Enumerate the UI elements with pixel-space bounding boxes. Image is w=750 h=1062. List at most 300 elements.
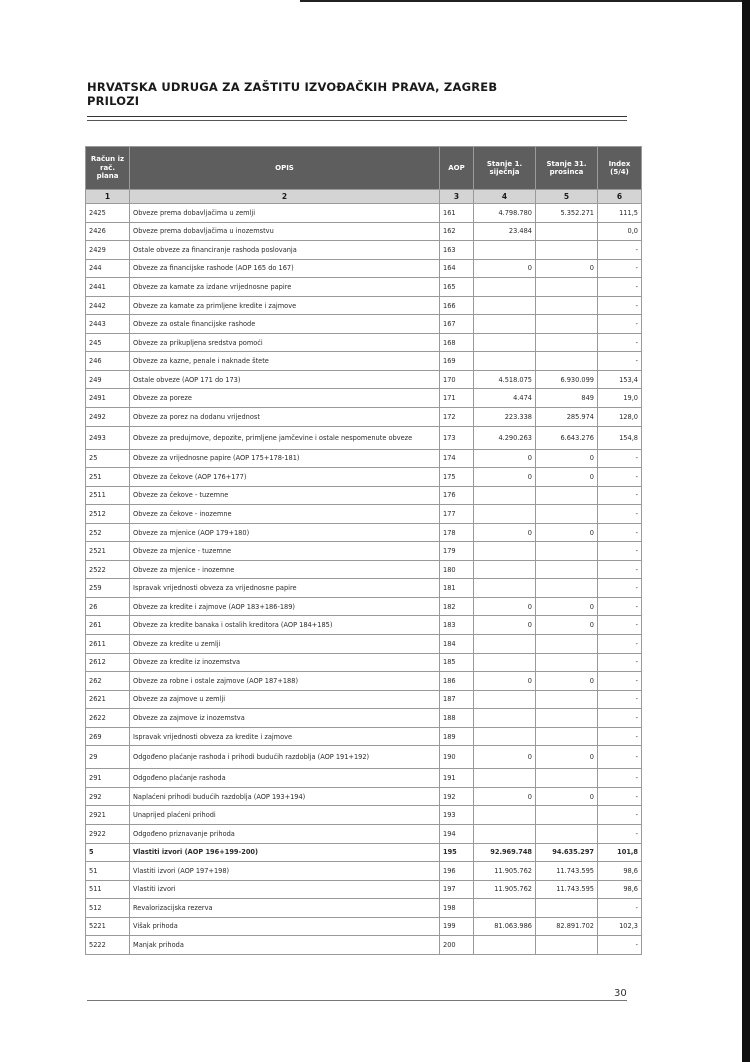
index-cell: - xyxy=(598,616,642,635)
header-rule-secondary xyxy=(87,120,627,121)
table-row xyxy=(86,769,642,788)
account-cell: 2426 xyxy=(86,222,130,241)
index-cell: - xyxy=(598,241,642,260)
col-header-aop: AOP xyxy=(440,147,474,190)
opening-balance-cell xyxy=(474,486,536,505)
closing-balance-cell: 0 xyxy=(536,468,598,487)
closing-balance-cell: 0 xyxy=(536,259,598,278)
closing-balance-cell xyxy=(536,690,598,709)
account-cell: 2425 xyxy=(86,204,130,223)
opening-balance-cell xyxy=(474,278,536,297)
index-cell: - xyxy=(598,746,642,769)
account-cell: 2521 xyxy=(86,542,130,561)
closing-balance-cell: 5.352.271 xyxy=(536,204,598,223)
opening-balance-cell: 4.290.263 xyxy=(474,426,536,449)
account-cell: 259 xyxy=(86,579,130,598)
index-cell: 111,5 xyxy=(598,204,642,223)
table-row xyxy=(86,690,642,709)
description-cell: Odgođeno plaćanje rashoda xyxy=(130,769,440,788)
closing-balance-cell xyxy=(536,899,598,918)
opening-balance-cell xyxy=(474,560,536,579)
closing-balance-cell: 0 xyxy=(536,523,598,542)
opening-balance-cell: 81.063.986 xyxy=(474,917,536,936)
index-cell: - xyxy=(598,653,642,672)
index-cell: - xyxy=(598,468,642,487)
table-row xyxy=(86,468,642,487)
table-row xyxy=(86,880,642,899)
opening-balance-cell: 0 xyxy=(474,787,536,806)
header-rule xyxy=(87,116,627,117)
aop-cell: 188 xyxy=(440,709,474,728)
col-number: 3 xyxy=(440,190,474,204)
index-cell: - xyxy=(598,449,642,468)
description-cell: Vlastiti izvori (AOP 197+198) xyxy=(130,862,440,881)
table-row xyxy=(86,523,642,542)
description-cell: Odgođeno plaćanje rashoda i prihodi budućih razdoblja (AOP 191+192) xyxy=(130,746,440,769)
description-cell: Naplaćeni prihodi budućih razdoblja (AOP 193+194) xyxy=(130,787,440,806)
description-cell: Obveze za kredite u zemlji xyxy=(130,635,440,654)
closing-balance-cell xyxy=(536,315,598,334)
index-cell: 154,8 xyxy=(598,426,642,449)
aop-cell: 182 xyxy=(440,597,474,616)
closing-balance-cell xyxy=(536,505,598,524)
closing-balance-cell: 0 xyxy=(536,597,598,616)
closing-balance-cell xyxy=(536,653,598,672)
account-cell: 251 xyxy=(86,468,130,487)
account-cell: 252 xyxy=(86,523,130,542)
column-number-row xyxy=(86,190,642,204)
account-cell: 2442 xyxy=(86,296,130,315)
aop-cell: 196 xyxy=(440,862,474,881)
account-cell: 2491 xyxy=(86,389,130,408)
closing-balance-cell: 0 xyxy=(536,449,598,468)
account-cell: 2611 xyxy=(86,635,130,654)
account-cell: 249 xyxy=(86,370,130,389)
opening-balance-cell xyxy=(474,241,536,260)
table-row xyxy=(86,672,642,691)
page-number: 30 xyxy=(614,988,627,999)
account-cell: 2612 xyxy=(86,653,130,672)
aop-cell: 162 xyxy=(440,222,474,241)
opening-balance-cell xyxy=(474,579,536,598)
account-cell: 2921 xyxy=(86,806,130,825)
table-row xyxy=(86,727,642,746)
table-row xyxy=(86,653,642,672)
account-cell: 29 xyxy=(86,746,130,769)
index-cell: - xyxy=(598,727,642,746)
aop-cell: 191 xyxy=(440,769,474,788)
aop-cell: 199 xyxy=(440,917,474,936)
opening-balance-cell: 0 xyxy=(474,468,536,487)
table-row xyxy=(86,426,642,449)
closing-balance-cell xyxy=(536,806,598,825)
opening-balance-cell xyxy=(474,727,536,746)
description-cell: Revalorizacijska rezerva xyxy=(130,899,440,918)
opening-balance-cell: 0 xyxy=(474,259,536,278)
closing-balance-cell xyxy=(536,278,598,297)
opening-balance-cell: 92.969.748 xyxy=(474,843,536,862)
aop-cell: 161 xyxy=(440,204,474,223)
aop-cell: 185 xyxy=(440,653,474,672)
aop-cell: 165 xyxy=(440,278,474,297)
closing-balance-cell: 6.930.099 xyxy=(536,370,598,389)
account-cell: 2429 xyxy=(86,241,130,260)
opening-balance-cell: 11.905.762 xyxy=(474,880,536,899)
table-row xyxy=(86,408,642,427)
aop-cell: 171 xyxy=(440,389,474,408)
description-cell: Odgođeno priznavanje prihoda xyxy=(130,824,440,843)
description-cell: Vlastiti izvori xyxy=(130,880,440,899)
aop-cell: 193 xyxy=(440,806,474,825)
account-cell: 269 xyxy=(86,727,130,746)
aop-cell: 186 xyxy=(440,672,474,691)
account-cell: 2511 xyxy=(86,486,130,505)
aop-cell: 187 xyxy=(440,690,474,709)
table-row xyxy=(86,278,642,297)
account-cell: 244 xyxy=(86,259,130,278)
opening-balance-cell xyxy=(474,352,536,371)
opening-balance-cell xyxy=(474,635,536,654)
description-cell: Obveze za zajmove u zemlji xyxy=(130,690,440,709)
closing-balance-cell: 6.643.276 xyxy=(536,426,598,449)
table-row xyxy=(86,296,642,315)
col-header-closing-balance: Stanje 31. prosinca xyxy=(536,147,598,190)
description-cell: Obveze prema dobavljačima u inozemstvu xyxy=(130,222,440,241)
closing-balance-cell xyxy=(536,579,598,598)
description-cell: Obveze prema dobavljačima u zemlji xyxy=(130,204,440,223)
opening-balance-cell: 0 xyxy=(474,523,536,542)
closing-balance-cell xyxy=(536,486,598,505)
aop-cell: 175 xyxy=(440,468,474,487)
closing-balance-cell: 11.743.595 xyxy=(536,862,598,881)
account-cell: 2492 xyxy=(86,408,130,427)
description-cell: Obveze za kamate za primljene kredite i zajmove xyxy=(130,296,440,315)
index-cell: 101,8 xyxy=(598,843,642,862)
opening-balance-cell xyxy=(474,690,536,709)
table-row xyxy=(86,709,642,728)
table-row xyxy=(86,560,642,579)
col-header-description: OPIS xyxy=(130,147,440,190)
account-cell: 2622 xyxy=(86,709,130,728)
closing-balance-cell: 11.743.595 xyxy=(536,880,598,899)
index-cell: - xyxy=(598,936,642,955)
table-row xyxy=(86,259,642,278)
account-cell: 51 xyxy=(86,862,130,881)
top-border-line xyxy=(300,0,750,2)
account-cell: 5221 xyxy=(86,917,130,936)
table-row xyxy=(86,241,642,260)
org-title: HRVATSKA UDRUGA ZA ZAŠTITU IZVOĐAČKIH PRAVA, ZAGREB xyxy=(87,80,498,94)
account-cell: 25 xyxy=(86,449,130,468)
table-row xyxy=(86,505,642,524)
closing-balance-cell: 0 xyxy=(536,672,598,691)
opening-balance-cell xyxy=(474,936,536,955)
opening-balance-cell xyxy=(474,505,536,524)
account-cell: 2441 xyxy=(86,278,130,297)
aop-cell: 170 xyxy=(440,370,474,389)
index-cell: - xyxy=(598,259,642,278)
aop-cell: 163 xyxy=(440,241,474,260)
opening-balance-cell: 0 xyxy=(474,616,536,635)
index-cell: - xyxy=(598,899,642,918)
description-cell: Manjak prihoda xyxy=(130,936,440,955)
index-cell: - xyxy=(598,597,642,616)
description-cell: Obveze za mjenice (AOP 179+180) xyxy=(130,523,440,542)
index-cell: - xyxy=(598,278,642,297)
description-cell: Obveze za porez na dodanu vrijednost xyxy=(130,408,440,427)
aop-cell: 178 xyxy=(440,523,474,542)
aop-cell: 197 xyxy=(440,880,474,899)
closing-balance-cell xyxy=(536,769,598,788)
col-number: 5 xyxy=(536,190,598,204)
index-cell: - xyxy=(598,523,642,542)
table-row xyxy=(86,597,642,616)
aop-cell: 176 xyxy=(440,486,474,505)
table-row xyxy=(86,936,642,955)
aop-cell: 200 xyxy=(440,936,474,955)
opening-balance-cell xyxy=(474,315,536,334)
closing-balance-cell xyxy=(536,241,598,260)
document-header xyxy=(87,80,627,108)
opening-balance-cell: 4.474 xyxy=(474,389,536,408)
aop-cell: 177 xyxy=(440,505,474,524)
table-row xyxy=(86,449,642,468)
aop-cell: 168 xyxy=(440,333,474,352)
aop-cell: 169 xyxy=(440,352,474,371)
opening-balance-cell: 0 xyxy=(474,449,536,468)
closing-balance-cell xyxy=(536,222,598,241)
footer-rule xyxy=(87,1000,627,1001)
scan-edge xyxy=(742,0,750,1062)
description-cell: Obveze za kamate za izdane vrijednosne papire xyxy=(130,278,440,297)
opening-balance-cell xyxy=(474,899,536,918)
description-cell: Obveze za prikupljena sredstva pomoći xyxy=(130,333,440,352)
index-cell: - xyxy=(598,333,642,352)
table-row xyxy=(86,315,642,334)
index-cell: 153,4 xyxy=(598,370,642,389)
account-cell: 512 xyxy=(86,899,130,918)
description-cell: Ispravak vrijednosti obveza za vrijednosne papire xyxy=(130,579,440,598)
description-cell: Višak prihoda xyxy=(130,917,440,936)
index-cell: - xyxy=(598,824,642,843)
opening-balance-cell xyxy=(474,542,536,561)
table-row xyxy=(86,333,642,352)
col-header-opening-balance: Stanje 1. siječnja xyxy=(474,147,536,190)
account-cell: 2922 xyxy=(86,824,130,843)
aop-cell: 198 xyxy=(440,899,474,918)
aop-cell: 164 xyxy=(440,259,474,278)
opening-balance-cell xyxy=(474,296,536,315)
opening-balance-cell: 0 xyxy=(474,597,536,616)
aop-cell: 190 xyxy=(440,746,474,769)
index-cell: 19,0 xyxy=(598,389,642,408)
account-cell: 2443 xyxy=(86,315,130,334)
aop-cell: 179 xyxy=(440,542,474,561)
aop-cell: 174 xyxy=(440,449,474,468)
opening-balance-cell xyxy=(474,769,536,788)
closing-balance-cell xyxy=(536,560,598,579)
aop-cell: 183 xyxy=(440,616,474,635)
description-cell: Obveze za financijske rashode (AOP 165 do 167) xyxy=(130,259,440,278)
col-header-account: Račun iz rač. plana xyxy=(86,147,130,190)
aop-cell: 166 xyxy=(440,296,474,315)
aop-cell: 180 xyxy=(440,560,474,579)
closing-balance-cell: 285.974 xyxy=(536,408,598,427)
description-cell: Obveze za mjenice - inozemne xyxy=(130,560,440,579)
opening-balance-cell xyxy=(474,806,536,825)
opening-balance-cell: 4.798.780 xyxy=(474,204,536,223)
aop-cell: 194 xyxy=(440,824,474,843)
opening-balance-cell: 23.484 xyxy=(474,222,536,241)
account-cell: 246 xyxy=(86,352,130,371)
description-cell: Obveze za kredite iz inozemstva xyxy=(130,653,440,672)
account-cell: 5 xyxy=(86,843,130,862)
aop-cell: 184 xyxy=(440,635,474,654)
account-cell: 2493 xyxy=(86,426,130,449)
account-cell: 26 xyxy=(86,597,130,616)
description-cell: Obveze za mjenice - tuzemne xyxy=(130,542,440,561)
account-cell: 261 xyxy=(86,616,130,635)
description-cell: Obveze za vrijednosne papire (AOP 175+178-181) xyxy=(130,449,440,468)
table-row xyxy=(86,389,642,408)
opening-balance-cell xyxy=(474,653,536,672)
col-header-index: Index (5/4) xyxy=(598,147,642,190)
opening-balance-cell: 11.905.762 xyxy=(474,862,536,881)
table-row xyxy=(86,370,642,389)
description-cell: Ispravak vrijednosti obveza za kredite i zajmove xyxy=(130,727,440,746)
aop-cell: 189 xyxy=(440,727,474,746)
account-cell: 262 xyxy=(86,672,130,691)
index-cell: - xyxy=(598,672,642,691)
table-header-row xyxy=(86,147,642,190)
aop-cell: 167 xyxy=(440,315,474,334)
account-cell: 511 xyxy=(86,880,130,899)
description-cell: Obveze za kredite banaka i ostalih kreditora (AOP 184+185) xyxy=(130,616,440,635)
index-cell: - xyxy=(598,690,642,709)
opening-balance-cell: 4.518.075 xyxy=(474,370,536,389)
col-number: 6 xyxy=(598,190,642,204)
closing-balance-cell xyxy=(536,727,598,746)
table-row xyxy=(86,635,642,654)
index-cell: - xyxy=(598,579,642,598)
index-cell: - xyxy=(598,315,642,334)
section-title: PRILOZI xyxy=(87,94,140,108)
description-cell: Ostale obveze (AOP 171 do 173) xyxy=(130,370,440,389)
table-row xyxy=(86,616,642,635)
description-cell: Obveze za ostale financijske rashode xyxy=(130,315,440,334)
closing-balance-cell: 0 xyxy=(536,787,598,806)
table-row xyxy=(86,352,642,371)
table-row xyxy=(86,899,642,918)
description-cell: Obveze za kazne, penale i naknade štete xyxy=(130,352,440,371)
table-row xyxy=(86,579,642,598)
closing-balance-cell: 0 xyxy=(536,746,598,769)
description-cell: Obveze za čekove - inozemne xyxy=(130,505,440,524)
index-cell: 128,0 xyxy=(598,408,642,427)
account-cell: 245 xyxy=(86,333,130,352)
closing-balance-cell xyxy=(536,333,598,352)
closing-balance-cell: 82.891.702 xyxy=(536,917,598,936)
index-cell: - xyxy=(598,352,642,371)
description-cell: Obveze za poreze xyxy=(130,389,440,408)
table-row xyxy=(86,204,642,223)
table-row xyxy=(86,746,642,769)
table-row xyxy=(86,787,642,806)
closing-balance-cell: 0 xyxy=(536,616,598,635)
description-cell: Obveze za čekove - tuzemne xyxy=(130,486,440,505)
balance-table xyxy=(85,146,642,955)
account-cell: 2512 xyxy=(86,505,130,524)
aop-cell: 173 xyxy=(440,426,474,449)
account-cell: 2522 xyxy=(86,560,130,579)
closing-balance-cell xyxy=(536,635,598,654)
col-number: 2 xyxy=(130,190,440,204)
index-cell: - xyxy=(598,486,642,505)
table-row xyxy=(86,486,642,505)
closing-balance-cell xyxy=(536,936,598,955)
closing-balance-cell xyxy=(536,709,598,728)
index-cell: - xyxy=(598,542,642,561)
table-row xyxy=(86,806,642,825)
closing-balance-cell xyxy=(536,824,598,843)
index-cell: 102,3 xyxy=(598,917,642,936)
closing-balance-cell: 94.635.297 xyxy=(536,843,598,862)
table-body xyxy=(86,204,642,955)
description-cell: Obveze za čekove (AOP 176+177) xyxy=(130,468,440,487)
description-cell: Obveze za zajmove iz inozemstva xyxy=(130,709,440,728)
description-cell: Ostale obveze za financiranje rashoda poslovanja xyxy=(130,241,440,260)
index-cell: 98,6 xyxy=(598,880,642,899)
index-cell: - xyxy=(598,806,642,825)
account-cell: 2621 xyxy=(86,690,130,709)
closing-balance-cell xyxy=(536,542,598,561)
table-row xyxy=(86,222,642,241)
closing-balance-cell xyxy=(536,352,598,371)
aop-cell: 192 xyxy=(440,787,474,806)
description-cell: Unaprijed plaćeni prihodi xyxy=(130,806,440,825)
aop-cell: 181 xyxy=(440,579,474,598)
description-cell: Vlastiti izvori (AOP 196+199-200) xyxy=(130,843,440,862)
opening-balance-cell xyxy=(474,824,536,843)
description-cell: Obveze za kredite i zajmove (AOP 183+186-189) xyxy=(130,597,440,616)
table-row xyxy=(86,542,642,561)
account-cell: 291 xyxy=(86,769,130,788)
index-cell: 98,6 xyxy=(598,862,642,881)
aop-cell: 172 xyxy=(440,408,474,427)
table-row xyxy=(86,824,642,843)
table-row xyxy=(86,862,642,881)
col-number: 4 xyxy=(474,190,536,204)
description-cell: Obveze za robne i ostale zajmove (AOP 187+188) xyxy=(130,672,440,691)
opening-balance-cell: 0 xyxy=(474,672,536,691)
closing-balance-cell: 849 xyxy=(536,389,598,408)
index-cell: - xyxy=(598,787,642,806)
aop-cell: 195 xyxy=(440,843,474,862)
index-cell: - xyxy=(598,709,642,728)
closing-balance-cell xyxy=(536,296,598,315)
index-cell: 0,0 xyxy=(598,222,642,241)
opening-balance-cell xyxy=(474,333,536,352)
index-cell: - xyxy=(598,560,642,579)
table-row xyxy=(86,917,642,936)
account-cell: 292 xyxy=(86,787,130,806)
opening-balance-cell xyxy=(474,709,536,728)
description-cell: Obveze za predujmove, depozite, primljene jamčevine i ostale nespomenute obveze xyxy=(130,426,440,449)
col-number: 1 xyxy=(86,190,130,204)
account-cell: 5222 xyxy=(86,936,130,955)
opening-balance-cell: 0 xyxy=(474,746,536,769)
index-cell: - xyxy=(598,769,642,788)
